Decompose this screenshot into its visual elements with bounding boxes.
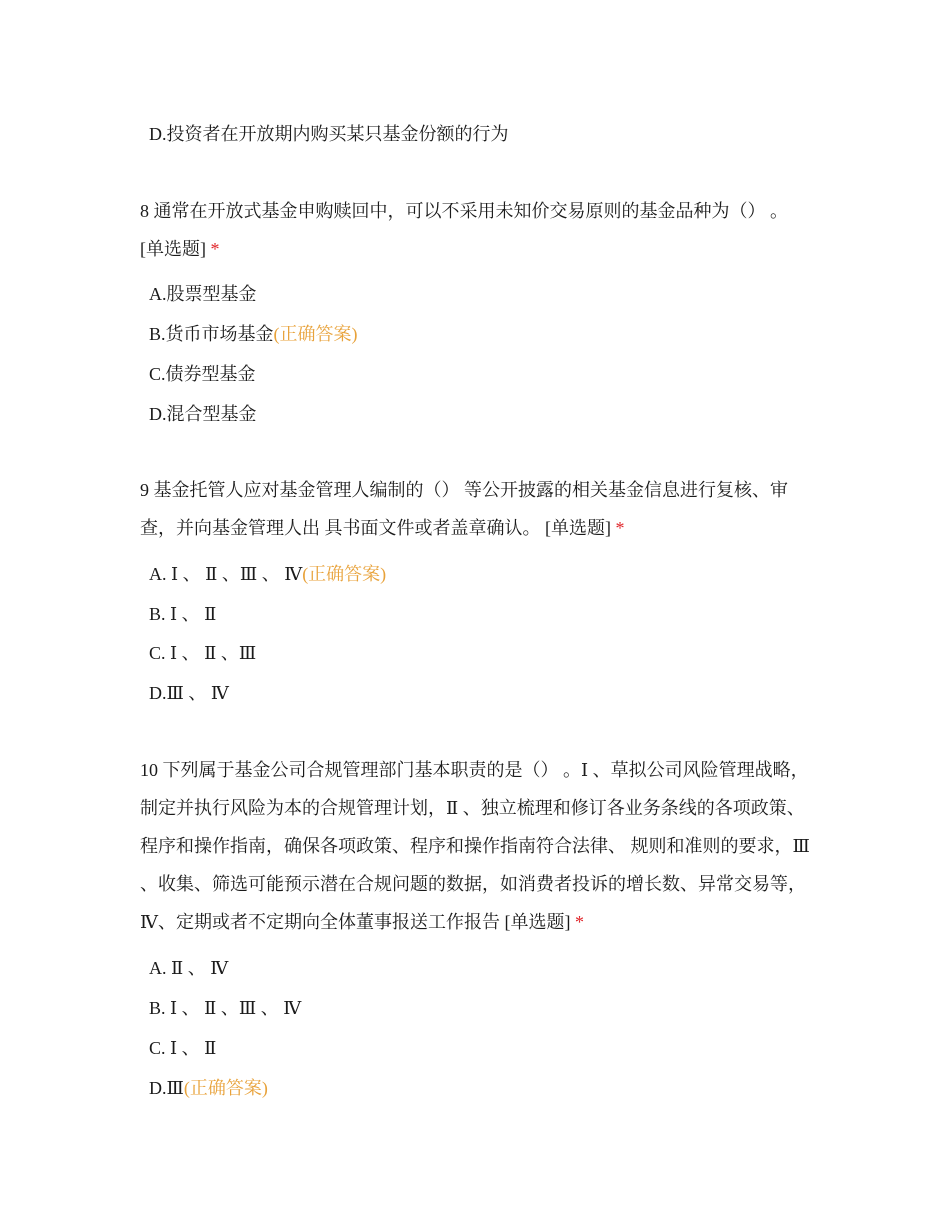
correct-answer-note: (正确答案) — [302, 564, 387, 584]
option-label: A. Ⅱ 、 Ⅳ — [149, 958, 229, 978]
question-10 — [140, 751, 816, 941]
question-8-option-c[interactable] — [149, 362, 256, 386]
prev-question-option-d[interactable] — [149, 122, 509, 146]
question-9 — [140, 471, 816, 547]
option-label: C. Ⅰ 、 Ⅱ — [149, 1038, 217, 1058]
correct-answer-note: (正确答案) — [183, 1078, 268, 1098]
question-8-option-a[interactable] — [149, 282, 257, 306]
question-8 — [140, 192, 816, 268]
question-9-option-d[interactable] — [149, 681, 229, 705]
question-text: 9 基金托管人应对基金管理人编制的（） 等公开披露的相关基金信息进行复核、审查，并向基金管理人出 具书面文件或者盖章确认。 — [140, 480, 788, 538]
option-label: D.投资者在开放期内购买某只基金份额的行为 — [149, 124, 509, 144]
option-label: D.Ⅲ — [149, 1078, 184, 1098]
question-10-option-c[interactable] — [149, 1036, 216, 1060]
question-10-option-a[interactable] — [149, 956, 228, 980]
option-label: C. Ⅰ 、 Ⅱ 、Ⅲ — [149, 643, 257, 663]
question-type: [单选题] — [545, 518, 611, 538]
question-8-option-b[interactable] — [149, 322, 358, 346]
option-label: B. Ⅰ 、 Ⅱ — [149, 604, 217, 624]
required-mark: * — [574, 912, 584, 932]
required-mark: * — [615, 518, 625, 538]
option-label: C.债券型基金 — [149, 364, 256, 384]
question-9-option-c[interactable] — [149, 641, 256, 665]
option-label: D.Ⅲ 、 Ⅳ — [149, 683, 229, 703]
question-8-option-d[interactable] — [149, 402, 257, 426]
option-label: B.货币市场基金 — [149, 324, 274, 344]
required-mark: * — [210, 239, 220, 259]
question-text: 10 下列属于基金公司合规管理部门基本职责的是（） 。Ⅰ 、草拟公司风险管理战略，制定并执行风险为本的合规管理计划，Ⅱ 、独立梳理和修订各业务条线的各项政策、程序和操作指南，确保各项政策、程序和操作指南符合法律、 规则和准则的要求，Ⅲ 、收集、筛选可能预示潜在合规问题的数据，如消费者投诉的增长数、异常交易等，Ⅳ、定期或者不定期向全体董事报送工作报告 — [140, 760, 810, 932]
option-label: A.股票型基金 — [149, 284, 257, 304]
option-label: A. Ⅰ 、 Ⅱ 、Ⅲ 、 Ⅳ — [149, 564, 303, 584]
option-label: B. Ⅰ 、 Ⅱ 、Ⅲ 、 Ⅳ — [149, 998, 302, 1018]
question-9-option-a[interactable] — [149, 562, 386, 586]
question-10-option-d[interactable] — [149, 1076, 268, 1100]
question-9-option-b[interactable] — [149, 602, 216, 626]
correct-answer-note: (正确答案) — [273, 324, 358, 344]
question-type: [单选题] — [504, 912, 571, 932]
question-10-option-b[interactable] — [149, 996, 301, 1020]
question-type: [单选题] — [140, 239, 206, 259]
option-label: D.混合型基金 — [149, 404, 257, 424]
question-text: 8 通常在开放式基金申购赎回中，可以不采用未知价交易原则的基金品种为（） 。 — [140, 201, 788, 221]
